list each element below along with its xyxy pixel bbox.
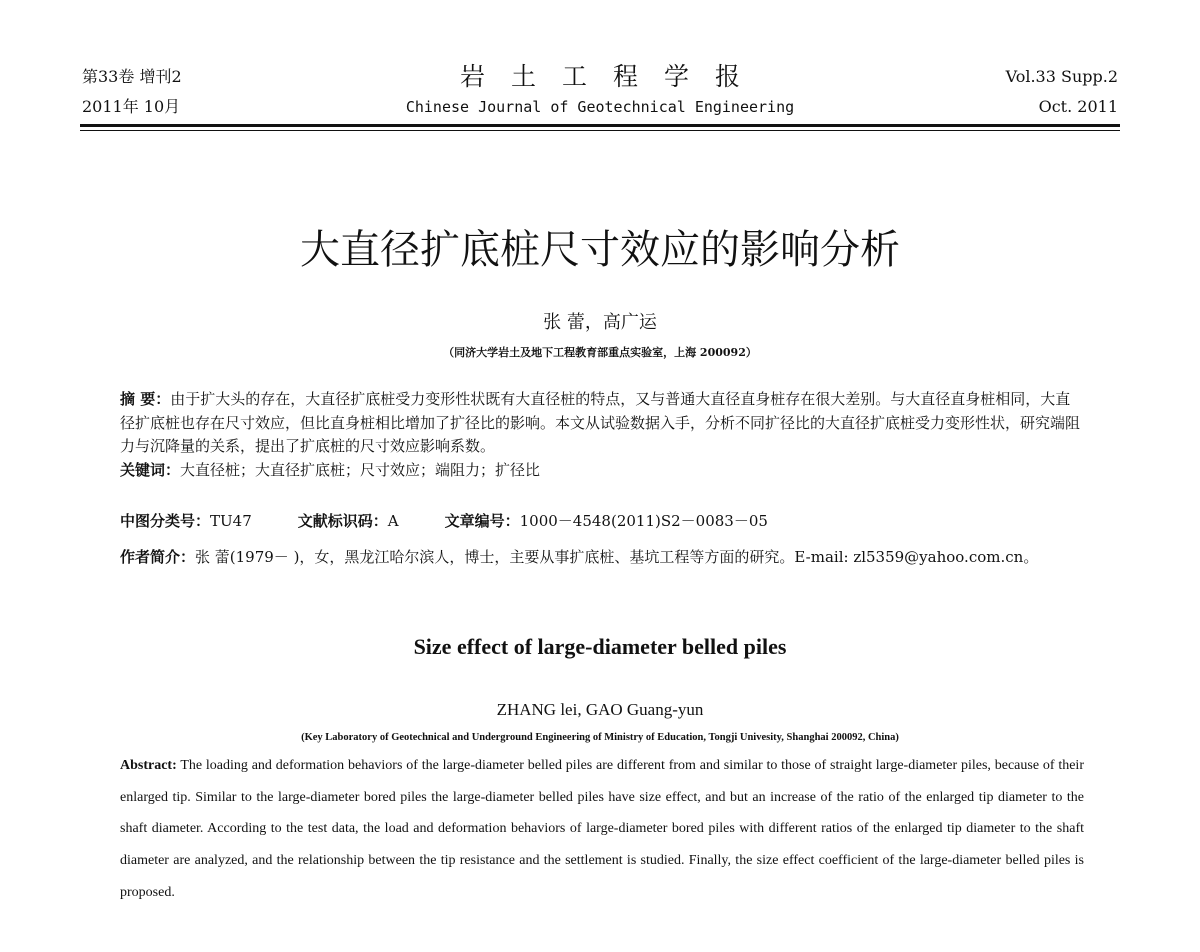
affiliation-cn: （同济大学岩土及地下工程教育部重点实验室，上海 200092） bbox=[443, 346, 757, 359]
abstract-en bbox=[120, 750, 1084, 909]
abstract-cn-label: 摘 要： bbox=[120, 390, 171, 408]
abstract-cn-text: 由于扩大头的存在，大直径扩底桩受力变形性状既有大直径桩的特点，又与普通大直径直身桩存在很大差别。与大直径直身桩相同，大直径扩底桩也存在尺寸效应，但比直身桩相比增加了扩径比的影响。本文从试验数据入手，分析不同扩径比的大直径扩底桩受力变形性状，研究端阻力与沉降量的关系，提出了扩底桩的尺寸效应影响系数。 bbox=[120, 390, 1081, 456]
keywords-cn bbox=[120, 459, 1084, 483]
article-title-en: Size effect of large-diameter belled piles bbox=[413, 634, 787, 659]
date-en: Oct. 2011 bbox=[1038, 97, 1118, 116]
author-bio-label: 作者简介： bbox=[120, 548, 196, 566]
classification-line bbox=[120, 510, 1084, 533]
keywords-cn-label: 关键词： bbox=[120, 460, 181, 479]
abstract-cn bbox=[120, 388, 1084, 482]
affiliation-en: (Key Laboratory of Geotechnical and Underground Engineering of Ministry of Education, Tongji Univesity, Shanghai 200092, China) bbox=[301, 732, 899, 743]
abstract-en-text: The loading and deformation behaviors of the large-diameter belled piles are different from and similar to those of straight large-diameter piles, because of their enlarged tip. Similar to the large-diameter bored piles the large-diameter belled piles have size effect, and but an increase of the ratio of the enlarged tip diameter to the shaft diameter. According to the test data, the load and deformation behaviors of large-diameter bored piles with different ratios of the enlarged tip diameter to the shaft diameter are analyzed, and the relationship between the tip resistance and the settlement is studied. Finally, the size effect coefficient of the large-diameter belled piles is proposed. bbox=[120, 758, 1084, 900]
article-no-value: 1000－4548(2011)S2－0083－05 bbox=[519, 512, 768, 530]
journal-title-cn: 岩土工程学报 bbox=[459, 62, 766, 91]
doc-code-label: 文献标识码： bbox=[297, 512, 388, 530]
keywords-cn-text: 大直径桩；大直径扩底桩；尺寸效应；端阻力；扩径比 bbox=[180, 460, 541, 479]
header-rule-thin bbox=[80, 130, 1120, 131]
date-cn: 2011年 10月 bbox=[82, 97, 181, 116]
article-no-label: 文章编号： bbox=[444, 512, 520, 530]
abstract-cn-paragraph bbox=[120, 388, 1084, 459]
volume-en: Vol.33 Supp.2 bbox=[1005, 67, 1118, 86]
clc-value: TU47 bbox=[210, 512, 252, 530]
clc-label: 中图分类号： bbox=[120, 512, 211, 530]
author-bio bbox=[120, 541, 1084, 573]
author-bio-text: 张 蕾(1979－ )，女，黑龙江哈尔滨人，博士，主要从事扩底桩、基坑工程等方面的研究。E-mail: zl5359@yahoo.com.cn。 bbox=[195, 548, 1039, 566]
doc-code-value: A bbox=[387, 512, 399, 530]
header-rule-thick bbox=[80, 124, 1120, 127]
volume-cn: 第33卷 增刊2 bbox=[82, 67, 182, 86]
article-title-cn: 大直径扩底桩尺寸效应的影响分析 bbox=[300, 227, 900, 273]
abstract-en-label: Abstract: bbox=[120, 758, 177, 773]
header-right bbox=[1006, 62, 1118, 122]
authors-en: ZHANG lei, GAO Guang-yun bbox=[496, 700, 704, 719]
authors-cn: 张 蕾，高广运 bbox=[543, 312, 657, 333]
journal-title-en: Chinese Journal of Geotechnical Engineering bbox=[405, 98, 795, 116]
